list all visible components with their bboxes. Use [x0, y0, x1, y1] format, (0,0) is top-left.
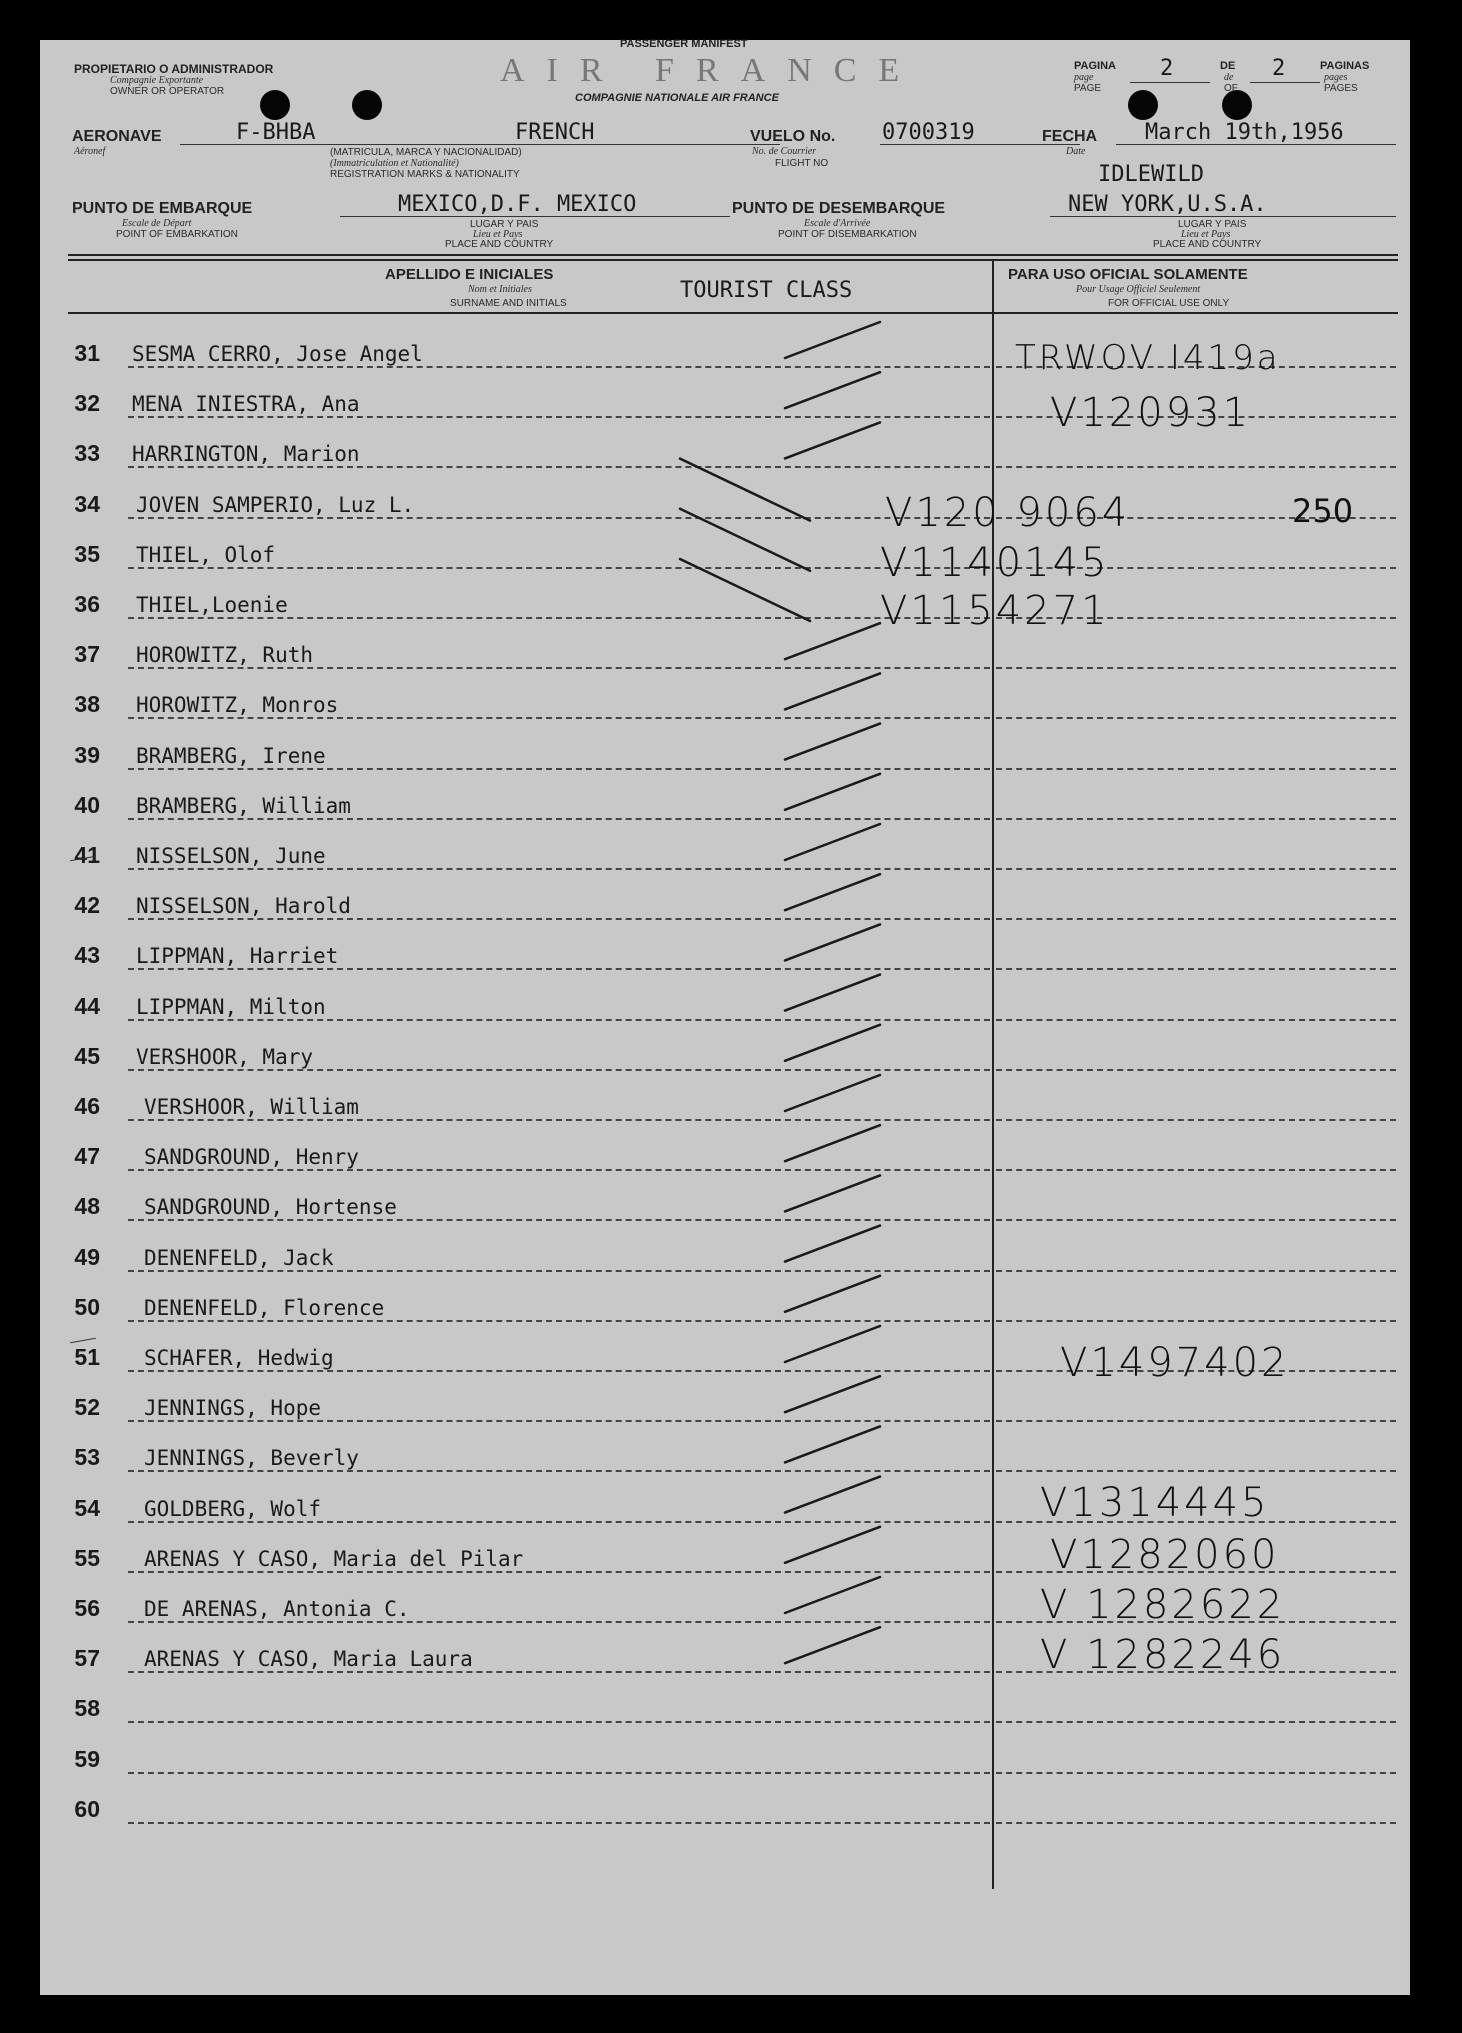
manifest-page [40, 40, 1410, 1995]
aircraft-label-fr: Aéronef [74, 146, 106, 157]
passenger-name: JENNINGS, Hope [144, 1396, 322, 1421]
registration-label-fr: (Immatriculation et Nationalité) [330, 158, 459, 169]
aircraft-nationality: FRENCH [515, 120, 595, 145]
col-surname-en: SURNAME AND INITIALS [450, 298, 567, 309]
disembark-place-es: LUGAR Y PAIS [1178, 219, 1247, 230]
of-label: DE [1220, 60, 1236, 72]
annotation-row-36-mid: V1154271 [880, 588, 1110, 634]
check-mark [785, 1125, 880, 1161]
passenger-name: SANDGROUND, Henry [144, 1145, 359, 1170]
row-number: 55 [74, 1544, 100, 1571]
arrival-airport: IDLEWILD [1098, 162, 1204, 187]
row-number: 53 [74, 1444, 100, 1471]
passenger-name: THIEL,Loenie [136, 593, 288, 617]
passenger-name: THIEL, Olof [136, 542, 276, 567]
passenger-name: NISSELSON, June [136, 844, 326, 868]
passenger-name: VERSHOOR, William [144, 1095, 359, 1119]
check-mark [785, 1326, 880, 1362]
embark-place-fr: Lieu et Pays [473, 229, 523, 240]
passenger-name: NISSELSON, Harold [136, 894, 351, 919]
row-number: 39 [74, 741, 100, 768]
annotation-row-34-right: 250 [1292, 492, 1354, 530]
row-number: 35 [74, 540, 100, 567]
aircraft-registration: F-BHBA [236, 120, 316, 145]
row-number: 49 [74, 1243, 100, 1270]
page-label-fr: page [1074, 72, 1094, 83]
col-official-label: PARA USO OFICIAL SOLAMENTE [1008, 266, 1248, 283]
annotation-row-56: V 1282622 [1040, 1582, 1286, 1628]
flight-label-en: FLIGHT NO [775, 158, 829, 169]
check-mark [785, 623, 880, 659]
row-number: 60 [74, 1795, 100, 1822]
aircraft-label: AERONAVE [72, 128, 162, 145]
col-surname-label: APELLIDO E INICIALES [385, 266, 554, 283]
check-mark [785, 1226, 880, 1262]
page-number: 2 [1160, 56, 1174, 81]
embark-place-en: PLACE AND COUNTRY [445, 239, 554, 250]
row-number: 45 [74, 1042, 100, 1069]
check-mark [785, 1426, 880, 1462]
check-mark [785, 1075, 880, 1111]
row-number: 50 [74, 1293, 100, 1320]
check-mark [785, 372, 880, 408]
of-label-fr: de [1224, 72, 1234, 83]
pages-label: PAGINAS [1320, 60, 1370, 72]
row-number: 57 [74, 1645, 100, 1672]
passenger-name: MENA INIESTRA, Ana [132, 392, 360, 417]
passenger-name: LIPPMAN, Harriet [136, 944, 339, 969]
annotation-row-51: V1497402 [1060, 1340, 1290, 1386]
check-mark [680, 559, 810, 621]
check-mark [785, 1376, 880, 1412]
embark-label: PUNTO DE EMBARQUE [72, 200, 253, 217]
check-mark [785, 1527, 880, 1563]
flight-number: 0700319 [882, 120, 975, 145]
disembark-label: PUNTO DE DESEMBARQUE [732, 200, 946, 217]
flight-label: VUELO No. [750, 128, 836, 145]
check-mark [785, 824, 880, 860]
check-mark [785, 975, 880, 1011]
passenger-name: ARENAS Y CASO, Maria del Pilar [144, 1546, 524, 1571]
row-number: 43 [74, 942, 100, 969]
row-number: 37 [74, 641, 100, 668]
passenger-name: LIPPMAN, Milton [136, 994, 326, 1019]
passenger-name: HOROWITZ, Ruth [136, 643, 314, 668]
col-class-label: TOURIST CLASS [680, 278, 853, 303]
passenger-name: SANDGROUND, Hortense [144, 1195, 397, 1220]
disembark-label-en: POINT OF DISEMBARKATION [778, 229, 917, 240]
check-mark [785, 322, 880, 358]
page-total: 2 [1272, 56, 1286, 81]
passenger-name: SESMA CERRO, Jose Angel [132, 342, 423, 366]
check-mark [680, 509, 810, 571]
annotation-row-34-mid: V120 9064 [885, 490, 1131, 536]
check-mark [785, 924, 880, 960]
annotation-row-35-mid: V1140145 [880, 540, 1110, 586]
row-number: 47 [74, 1143, 100, 1170]
registration-label-es: (MATRICULA, MARCA Y NACIONALIDAD) [330, 147, 522, 158]
passenger-name: JENNINGS, Beverly [144, 1446, 359, 1471]
date-label: FECHA [1042, 128, 1098, 145]
check-mark [785, 1577, 880, 1613]
check-mark [785, 774, 880, 810]
row-number: 44 [74, 992, 100, 1019]
passenger-name: JOVEN SAMPERIO, Luz L. [136, 492, 415, 517]
check-mark [680, 459, 810, 521]
passenger-name: DE ARENAS, Antonia C. [144, 1597, 410, 1621]
row-number: 52 [74, 1394, 100, 1421]
row-number: 31 [74, 340, 100, 366]
passenger-name: SCHAFER, Hedwig [144, 1346, 334, 1370]
annotation-row-31: TRWOV I419a [1015, 338, 1281, 378]
passenger-name: VERSHOOR, Mary [136, 1044, 314, 1069]
disembark-label-fr: Escale d'Arrivée [804, 218, 871, 229]
check-marks-layer [40, 40, 1410, 1995]
passenger-name: HARRINGTON, Marion [132, 442, 360, 467]
row-number: 33 [74, 440, 100, 467]
row-number: 59 [74, 1745, 100, 1772]
row-number: 51 [74, 1344, 100, 1370]
flight-label-fr: No. de Courrier [752, 146, 817, 157]
annotation-row-55: V1282060 [1050, 1532, 1280, 1578]
passenger-name: BRAMBERG, Irene [136, 743, 326, 768]
row-number: 32 [74, 390, 100, 417]
passenger-name: ARENAS Y CASO, Maria Laura [144, 1647, 473, 1672]
row-number: 48 [74, 1193, 100, 1220]
check-mark [785, 1477, 880, 1513]
manifest-label: PASSENGER MANIFEST [620, 38, 748, 50]
col-official-fr: Pour Usage Officiel Seulement [1076, 284, 1201, 295]
row-number: 46 [74, 1093, 100, 1119]
check-mark [785, 673, 880, 709]
annotation-row-32: V120931 [1050, 390, 1252, 436]
of-label-en: OF [1224, 83, 1238, 94]
embark-label-en: POINT OF EMBARKATION [116, 229, 238, 240]
check-mark [785, 724, 880, 760]
check-mark [785, 1025, 880, 1061]
pages-label-en: PAGES [1324, 83, 1358, 94]
passenger-name: DENENFELD, Jack [144, 1245, 334, 1270]
row-number: 38 [74, 691, 100, 718]
row-number: 41 [74, 842, 100, 868]
disembark-place-en: PLACE AND COUNTRY [1153, 239, 1262, 250]
registration-label-en: REGISTRATION MARKS & NATIONALITY [330, 169, 520, 180]
row-number: 56 [74, 1595, 100, 1621]
check-mark [785, 874, 880, 910]
annotation-row-54: V1314445 [1040, 1480, 1270, 1526]
row-number: 42 [74, 892, 100, 919]
col-official-en: FOR OFFICIAL USE ONLY [1108, 298, 1230, 309]
flight-date: March 19th,1956 [1145, 120, 1344, 145]
check-mark [785, 422, 880, 458]
airline-name: AIR FRANCE [500, 52, 922, 89]
passenger-name: DENENFELD, Florence [144, 1295, 385, 1320]
check-mark [785, 1627, 880, 1663]
row-number: 58 [74, 1695, 100, 1722]
page-label-en: PAGE [1074, 83, 1102, 94]
row-number: 40 [74, 791, 100, 818]
owner-label: PROPIETARIO O ADMINISTRADOR [74, 62, 274, 76]
date-label-fr: Date [1066, 146, 1086, 157]
company-name: COMPAGNIE NATIONALE AIR FRANCE [575, 92, 779, 104]
col-surname-fr: Nom et Initiales [468, 284, 532, 295]
annotation-row-57: V 1282246 [1040, 1632, 1286, 1678]
row-number: 54 [74, 1494, 100, 1521]
embark-place-es: LUGAR Y PAIS [470, 219, 539, 230]
check-mark [785, 1175, 880, 1211]
passenger-name: BRAMBERG, William [136, 793, 351, 818]
row-number: 34 [74, 490, 100, 517]
check-mark [785, 1276, 880, 1312]
embark-place: MEXICO,D.F. MEXICO [398, 192, 637, 217]
pages-label-fr: pages [1324, 72, 1348, 83]
disembark-place: NEW YORK,U.S.A. [1068, 192, 1267, 217]
page-label: PAGINA [1074, 60, 1116, 72]
passenger-name: HOROWITZ, Monros [136, 693, 339, 718]
embark-label-fr: Escale de Départ [122, 218, 192, 229]
passenger-name: GOLDBERG, Wolf [144, 1496, 322, 1521]
owner-label-fr: Compagnie Exportante [110, 75, 204, 86]
owner-label-en: OWNER OR OPERATOR [110, 86, 225, 97]
disembark-place-fr: Lieu et Pays [1181, 229, 1231, 240]
row-number: 36 [74, 591, 100, 617]
